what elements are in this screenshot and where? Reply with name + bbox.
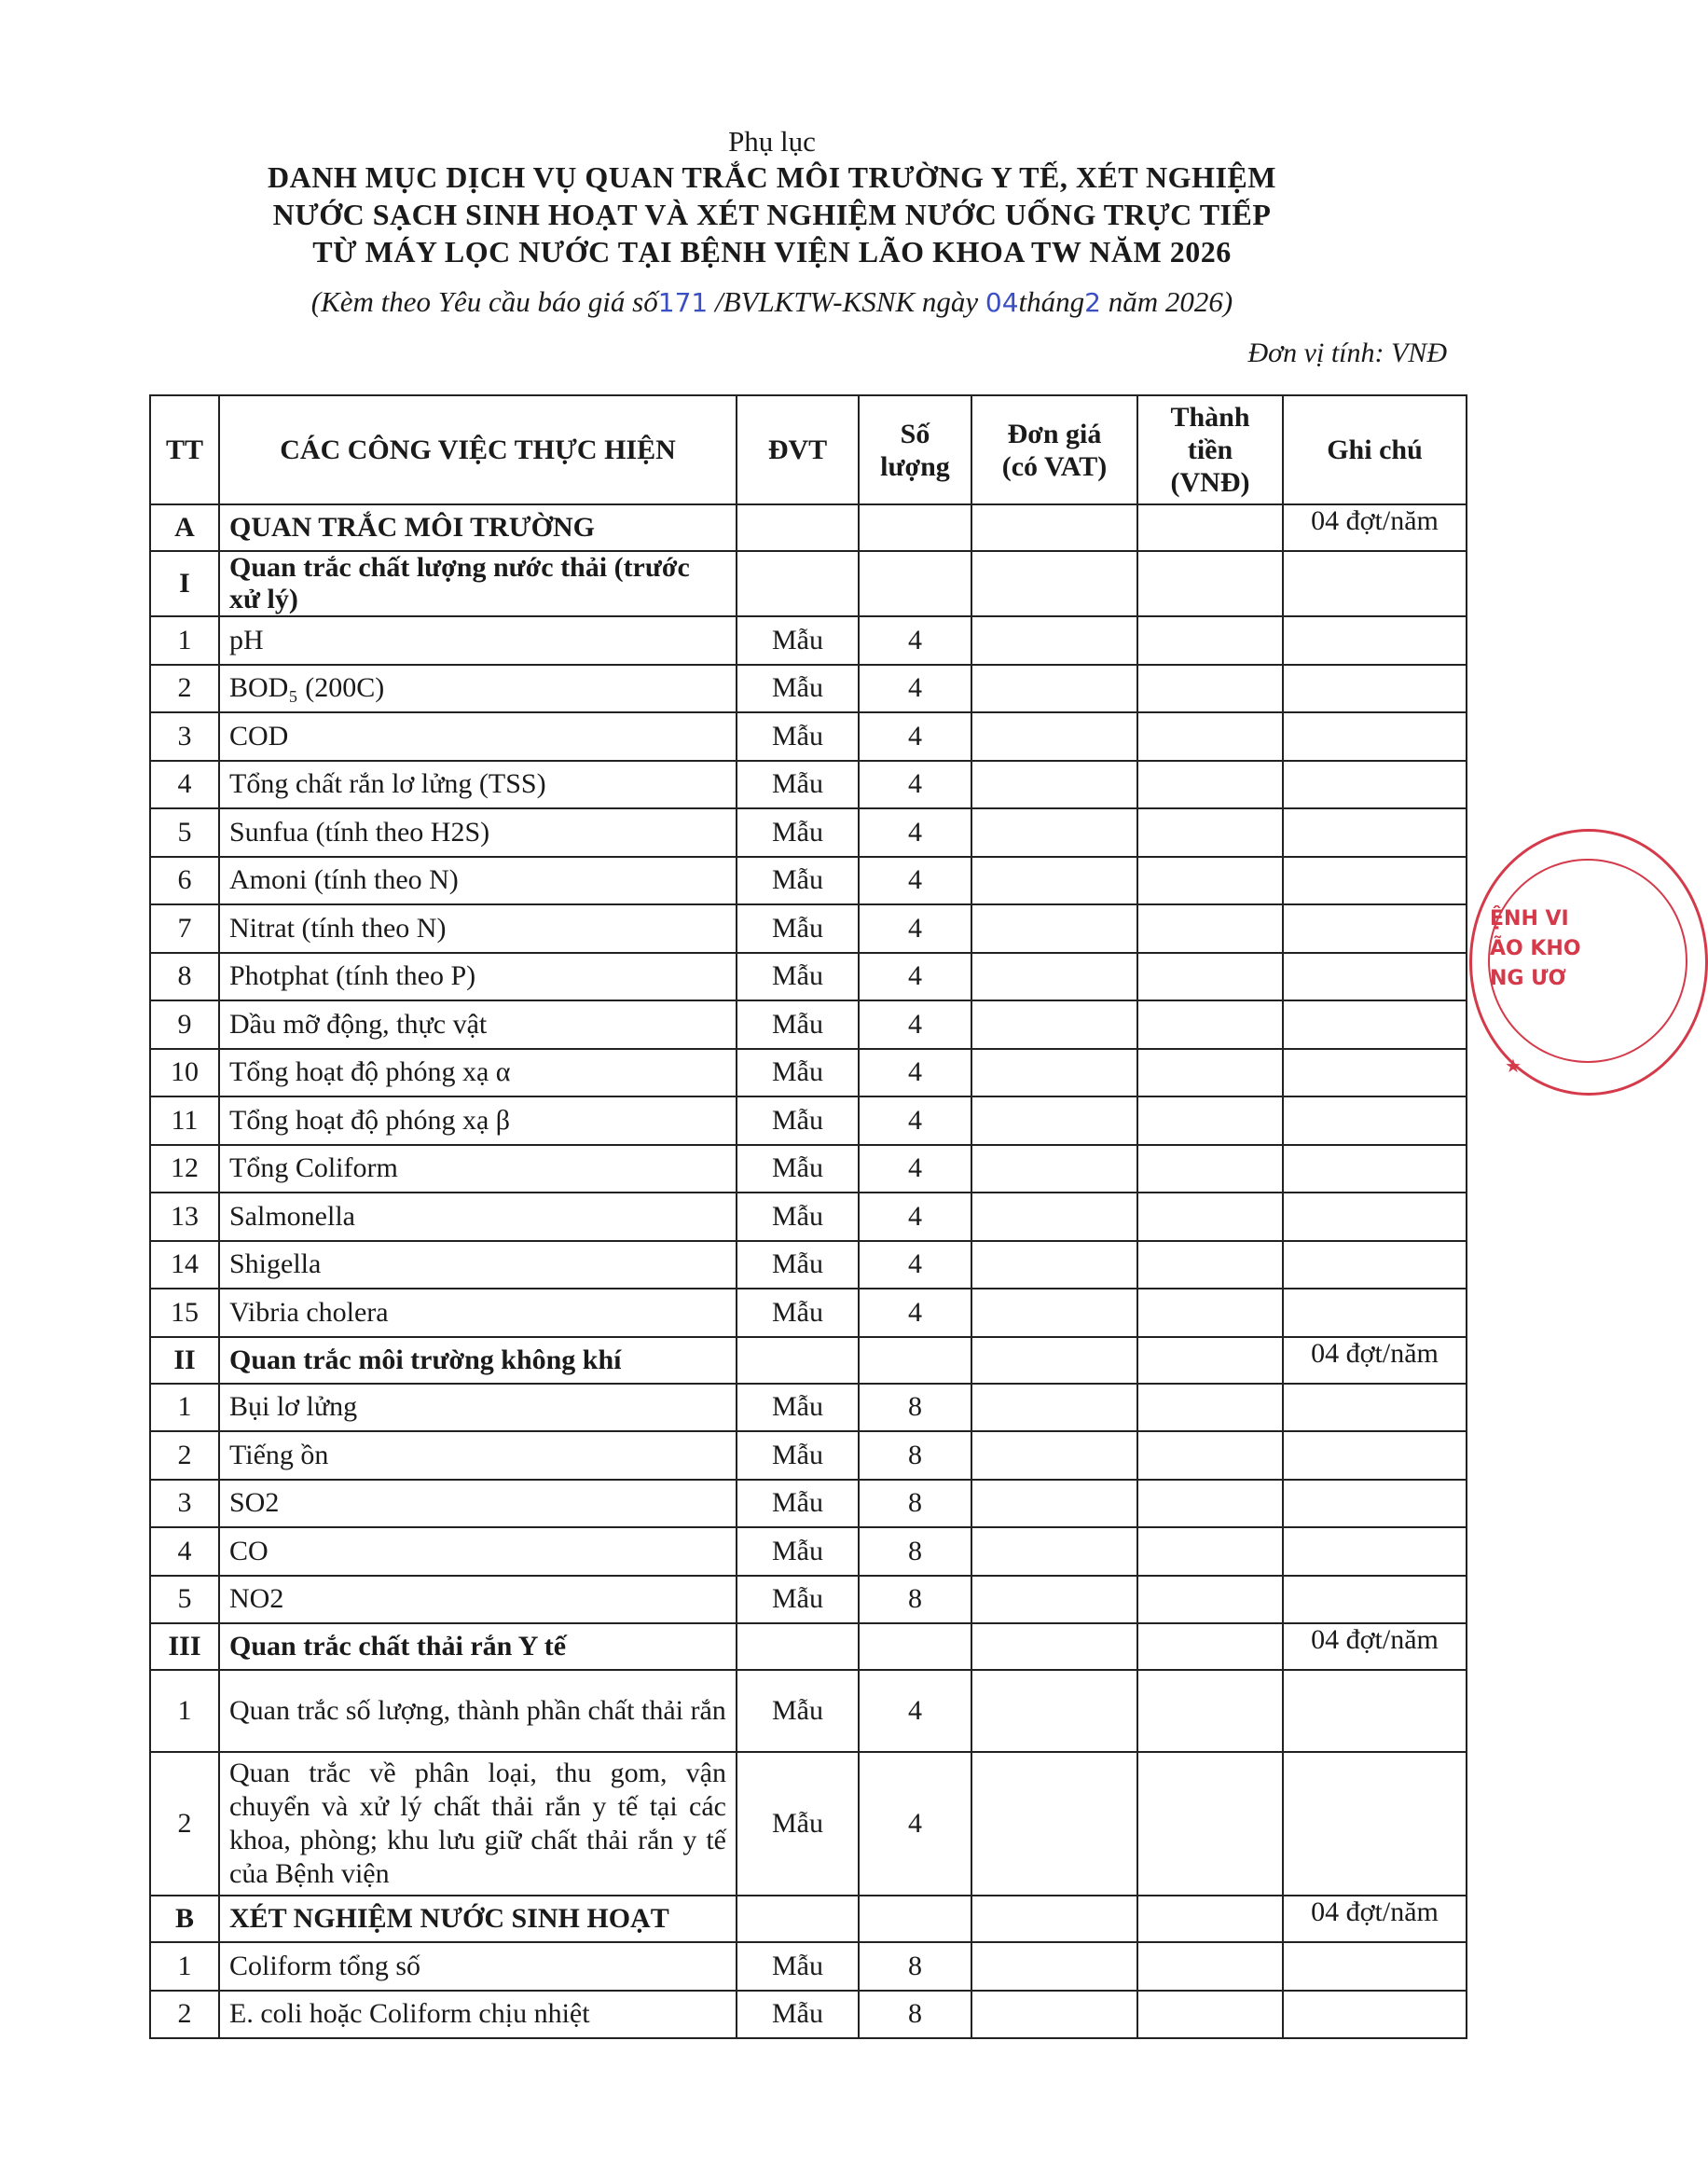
note-cell bbox=[1283, 808, 1467, 857]
header-note: Ghi chú bbox=[1283, 395, 1467, 504]
appendix-label: Phụ lục bbox=[728, 125, 816, 158]
title-line-2: NƯỚC SẠCH SINH HOẠT VÀ XÉT NGHIỆM NƯỚC UỐNG TRỰC TIẾP bbox=[272, 198, 1272, 231]
item-dvt: Mẫu bbox=[737, 1049, 859, 1097]
total-cell bbox=[1137, 1896, 1283, 1942]
item-qty: 4 bbox=[859, 1145, 971, 1193]
total-cell bbox=[1137, 616, 1283, 665]
note-cell bbox=[1283, 665, 1467, 713]
note-cell bbox=[1283, 857, 1467, 905]
table-row bbox=[150, 665, 1467, 713]
item-dvt: Mẫu bbox=[737, 616, 859, 665]
section-row bbox=[150, 504, 1467, 551]
unit-price-cell bbox=[971, 1193, 1137, 1241]
total-cell bbox=[1137, 1942, 1283, 1991]
dvt-cell bbox=[737, 504, 859, 551]
note-cell bbox=[1283, 953, 1467, 1001]
group-row bbox=[150, 1337, 1467, 1384]
table-row bbox=[150, 1431, 1467, 1480]
total-cell bbox=[1137, 808, 1283, 857]
item-dvt: Mẫu bbox=[737, 1384, 859, 1432]
table-header-row bbox=[150, 395, 1467, 504]
row-title: Quan trắc môi trường không khí bbox=[219, 1337, 737, 1384]
item-dvt: Mẫu bbox=[737, 1480, 859, 1528]
qty-cell bbox=[859, 1337, 971, 1384]
item-tt: 1 bbox=[150, 1670, 219, 1752]
note-cell bbox=[1283, 761, 1467, 809]
item-name: Quan trắc về phân loại, thu gom, vận chuyển và xử lý chất thải rắn y tế tại các khoa, phòng; khu lưu giữ chất thải rắn y tế của Bệnh viện bbox=[219, 1752, 737, 1896]
item-name: Bụi lơ lửng bbox=[219, 1384, 737, 1432]
title-line-3: TỪ MÁY LỌC NƯỚC TẠI BỆNH VIỆN LÃO KHOA TW NĂM 2026 bbox=[312, 235, 1232, 269]
item-dvt: Mẫu bbox=[737, 665, 859, 713]
item-name: E. coli hoặc Coliform chịu nhiệt bbox=[219, 1991, 737, 2039]
title-line-1: DANH MỤC DỊCH VỤ QUAN TRẮC MÔI TRƯỜNG Y TẾ, XÉT NGHIỆM bbox=[268, 160, 1276, 194]
note-cell bbox=[1283, 1991, 1467, 2039]
item-dvt: Mẫu bbox=[737, 1991, 859, 2039]
group-row bbox=[150, 551, 1467, 616]
table-row bbox=[150, 761, 1467, 809]
unit-price-cell bbox=[971, 1576, 1137, 1624]
table-row bbox=[150, 1991, 1467, 2039]
table-row bbox=[150, 712, 1467, 761]
unit-price-cell bbox=[971, 1049, 1137, 1097]
item-tt: 12 bbox=[150, 1145, 219, 1193]
item-dvt: Mẫu bbox=[737, 1000, 859, 1049]
item-name: Vibria cholera bbox=[219, 1289, 737, 1337]
item-qty: 8 bbox=[859, 1527, 971, 1576]
item-dvt: Mẫu bbox=[737, 1942, 859, 1991]
header-work: CÁC CÔNG VIỆC THỰC HIỆN bbox=[219, 395, 737, 504]
item-dvt: Mẫu bbox=[737, 761, 859, 809]
header-qty: Số lượng bbox=[859, 395, 971, 504]
total-cell bbox=[1137, 1337, 1283, 1384]
total-cell bbox=[1137, 1431, 1283, 1480]
total-cell bbox=[1137, 1384, 1283, 1432]
currency-unit: Đơn vị tính: VNĐ bbox=[1247, 338, 1447, 368]
item-name: Nitrat (tính theo N) bbox=[219, 904, 737, 953]
note-cell bbox=[1283, 1096, 1467, 1145]
note-cell bbox=[1283, 1942, 1467, 1991]
unit-price-cell bbox=[971, 1241, 1137, 1289]
total-cell bbox=[1137, 665, 1283, 713]
note-cell bbox=[1283, 1289, 1467, 1337]
item-tt: 10 bbox=[150, 1049, 219, 1097]
total-cell bbox=[1137, 1527, 1283, 1576]
item-qty: 4 bbox=[859, 665, 971, 713]
note-cell bbox=[1283, 1527, 1467, 1576]
item-name: Tổng chất rắn lơ lửng (TSS) bbox=[219, 761, 737, 809]
item-dvt: Mẫu bbox=[737, 1576, 859, 1624]
note-cell bbox=[1283, 1000, 1467, 1049]
total-cell bbox=[1137, 551, 1283, 616]
item-name: Tiếng ồn bbox=[219, 1431, 737, 1480]
item-qty: 4 bbox=[859, 1752, 971, 1896]
dvt-cell bbox=[737, 551, 859, 616]
row-tt: II bbox=[150, 1337, 219, 1384]
item-tt: 1 bbox=[150, 1384, 219, 1432]
item-dvt: Mẫu bbox=[737, 953, 859, 1001]
header-unit-price: Đơn giá (có VAT) bbox=[971, 395, 1137, 504]
unit-price-cell bbox=[971, 1337, 1137, 1384]
item-tt: 2 bbox=[150, 1752, 219, 1896]
unit-price-cell bbox=[971, 1289, 1137, 1337]
item-tt: 1 bbox=[150, 1942, 219, 1991]
item-dvt: Mẫu bbox=[737, 1096, 859, 1145]
item-qty: 4 bbox=[859, 857, 971, 905]
item-tt: 8 bbox=[150, 953, 219, 1001]
item-tt: 7 bbox=[150, 904, 219, 953]
unit-price-cell bbox=[971, 551, 1137, 616]
unit-price-cell bbox=[971, 504, 1137, 551]
item-name: Coliform tổng số bbox=[219, 1942, 737, 1991]
item-tt: 4 bbox=[150, 1527, 219, 1576]
table-row bbox=[150, 953, 1467, 1001]
item-dvt: Mẫu bbox=[737, 1431, 859, 1480]
unit-price-cell bbox=[971, 953, 1137, 1001]
item-tt: 1 bbox=[150, 616, 219, 665]
item-tt: 3 bbox=[150, 1480, 219, 1528]
table-row bbox=[150, 857, 1467, 905]
qty-cell bbox=[859, 1896, 971, 1942]
table-row bbox=[150, 1576, 1467, 1624]
header-tt: TT bbox=[150, 395, 219, 504]
header-total: Thành tiền (VNĐ) bbox=[1137, 395, 1283, 504]
table-body bbox=[150, 504, 1467, 2038]
table-row bbox=[150, 1752, 1467, 1896]
note-cell bbox=[1283, 1431, 1467, 1480]
item-qty: 8 bbox=[859, 1384, 971, 1432]
row-tt: B bbox=[150, 1896, 219, 1942]
attach-mid2: tháng bbox=[1018, 285, 1085, 318]
total-cell bbox=[1137, 712, 1283, 761]
total-cell bbox=[1137, 857, 1283, 905]
total-cell bbox=[1137, 1480, 1283, 1528]
table-row bbox=[150, 1049, 1467, 1097]
note-cell bbox=[1283, 1193, 1467, 1241]
table-row bbox=[150, 808, 1467, 857]
unit-price-cell bbox=[971, 1752, 1137, 1896]
unit-price-cell bbox=[971, 1000, 1137, 1049]
total-cell bbox=[1137, 1623, 1283, 1670]
item-dvt: Mẫu bbox=[737, 1752, 859, 1896]
note-cell bbox=[1283, 712, 1467, 761]
handwritten-number: 171 bbox=[657, 287, 709, 318]
table-row bbox=[150, 1145, 1467, 1193]
note-cell bbox=[1283, 1241, 1467, 1289]
item-name: Tổng hoạt độ phóng xạ β bbox=[219, 1096, 737, 1145]
item-name: Tổng Coliform bbox=[219, 1145, 737, 1193]
note-cell bbox=[1283, 1384, 1467, 1432]
item-qty: 4 bbox=[859, 953, 971, 1001]
item-name: NO2 bbox=[219, 1576, 737, 1624]
unit-price-cell bbox=[971, 1384, 1137, 1432]
unit-price-cell bbox=[971, 1991, 1137, 2039]
total-cell bbox=[1137, 1000, 1283, 1049]
attach-mid1: /BVLKTW-KSNK ngày bbox=[714, 285, 979, 318]
item-name: Photphat (tính theo P) bbox=[219, 953, 737, 1001]
item-qty: 8 bbox=[859, 1480, 971, 1528]
attachment-reference bbox=[0, 285, 1544, 319]
item-qty: 8 bbox=[859, 1431, 971, 1480]
dvt-cell bbox=[737, 1623, 859, 1670]
item-qty: 8 bbox=[859, 1991, 971, 2039]
service-table bbox=[149, 394, 1467, 2039]
item-name: Sunfua (tính theo H2S) bbox=[219, 808, 737, 857]
note-cell bbox=[1283, 1670, 1467, 1752]
section-row bbox=[150, 1896, 1467, 1942]
item-tt: 3 bbox=[150, 712, 219, 761]
item-name: Quan trắc số lượng, thành phần chất thải rắn bbox=[219, 1670, 737, 1752]
total-cell bbox=[1137, 1991, 1283, 2039]
table-row bbox=[150, 1942, 1467, 1991]
item-dvt: Mẫu bbox=[737, 1241, 859, 1289]
note-cell bbox=[1283, 904, 1467, 953]
item-tt: 4 bbox=[150, 761, 219, 809]
total-cell bbox=[1137, 1049, 1283, 1097]
row-title: Quan trắc chất thải rắn Y tế bbox=[219, 1623, 737, 1670]
total-cell bbox=[1137, 1576, 1283, 1624]
table-row bbox=[150, 1193, 1467, 1241]
table-row bbox=[150, 904, 1467, 953]
item-name: Dầu mỡ động, thực vật bbox=[219, 1000, 737, 1049]
item-dvt: Mẫu bbox=[737, 1145, 859, 1193]
item-name: pH bbox=[219, 616, 737, 665]
total-cell bbox=[1137, 1289, 1283, 1337]
note-cell: 04 đợt/năm bbox=[1283, 1337, 1467, 1384]
qty-cell bbox=[859, 551, 971, 616]
handwritten-month: 2 bbox=[1084, 287, 1101, 318]
table-row bbox=[150, 616, 1467, 665]
row-title: QUAN TRẮC MÔI TRƯỜNG bbox=[219, 504, 737, 551]
unit-price-cell bbox=[971, 665, 1137, 713]
item-qty: 4 bbox=[859, 904, 971, 953]
item-qty: 4 bbox=[859, 1000, 971, 1049]
qty-cell bbox=[859, 504, 971, 551]
item-dvt: Mẫu bbox=[737, 1527, 859, 1576]
item-name: Salmonella bbox=[219, 1193, 737, 1241]
item-dvt: Mẫu bbox=[737, 857, 859, 905]
note-cell: 04 đợt/năm bbox=[1283, 504, 1467, 551]
note-cell bbox=[1283, 1480, 1467, 1528]
table-row bbox=[150, 1384, 1467, 1432]
unit-price-cell bbox=[971, 616, 1137, 665]
item-qty: 4 bbox=[859, 1670, 971, 1752]
item-tt: 2 bbox=[150, 1991, 219, 2039]
item-name: COD bbox=[219, 712, 737, 761]
row-tt: III bbox=[150, 1623, 219, 1670]
unit-price-cell bbox=[971, 1623, 1137, 1670]
total-cell bbox=[1137, 1241, 1283, 1289]
total-cell bbox=[1137, 904, 1283, 953]
unit-price-cell bbox=[971, 1480, 1137, 1528]
item-tt: 2 bbox=[150, 665, 219, 713]
unit-price-cell bbox=[971, 808, 1137, 857]
item-name: BOD₅ (200C) bbox=[219, 665, 737, 713]
table-row bbox=[150, 1670, 1467, 1752]
header-dvt: ĐVT bbox=[737, 395, 859, 504]
row-tt: I bbox=[150, 551, 219, 616]
row-tt: A bbox=[150, 504, 219, 551]
item-qty: 4 bbox=[859, 1241, 971, 1289]
table-row bbox=[150, 1000, 1467, 1049]
item-tt: 13 bbox=[150, 1193, 219, 1241]
note-cell bbox=[1283, 1576, 1467, 1624]
note-cell bbox=[1283, 551, 1467, 616]
total-cell bbox=[1137, 1752, 1283, 1896]
unit-price-cell bbox=[971, 904, 1137, 953]
item-qty: 4 bbox=[859, 616, 971, 665]
item-dvt: Mẫu bbox=[737, 1193, 859, 1241]
unit-price-cell bbox=[971, 1670, 1137, 1752]
table-row bbox=[150, 1241, 1467, 1289]
item-dvt: Mẫu bbox=[737, 712, 859, 761]
total-cell bbox=[1137, 1145, 1283, 1193]
note-cell bbox=[1283, 1145, 1467, 1193]
note-cell: 04 đợt/năm bbox=[1283, 1896, 1467, 1942]
item-name: Shigella bbox=[219, 1241, 737, 1289]
item-tt: 5 bbox=[150, 1576, 219, 1624]
table-row bbox=[150, 1480, 1467, 1528]
unit-price-cell bbox=[971, 1942, 1137, 1991]
item-tt: 2 bbox=[150, 1431, 219, 1480]
item-dvt: Mẫu bbox=[737, 1289, 859, 1337]
item-dvt: Mẫu bbox=[737, 808, 859, 857]
total-cell bbox=[1137, 1670, 1283, 1752]
note-cell bbox=[1283, 1752, 1467, 1896]
total-cell bbox=[1137, 1096, 1283, 1145]
total-cell bbox=[1137, 1193, 1283, 1241]
item-qty: 8 bbox=[859, 1576, 971, 1624]
item-name: SO2 bbox=[219, 1480, 737, 1528]
item-qty: 4 bbox=[859, 808, 971, 857]
total-cell bbox=[1137, 504, 1283, 551]
row-title: Quan trắc chất lượng nước thải (trước xử lý) bbox=[219, 551, 737, 616]
handwritten-day: 04 bbox=[985, 287, 1019, 318]
item-name: Amoni (tính theo N) bbox=[219, 857, 737, 905]
item-qty: 4 bbox=[859, 712, 971, 761]
row-title: XÉT NGHIỆM NƯỚC SINH HOẠT bbox=[219, 1896, 737, 1942]
unit-price-cell bbox=[971, 712, 1137, 761]
qty-cell bbox=[859, 1623, 971, 1670]
item-dvt: Mẫu bbox=[737, 1670, 859, 1752]
dvt-cell bbox=[737, 1896, 859, 1942]
unit-price-cell bbox=[971, 1431, 1137, 1480]
item-qty: 4 bbox=[859, 1049, 971, 1097]
unit-price-cell bbox=[971, 1096, 1137, 1145]
table-row bbox=[150, 1289, 1467, 1337]
item-qty: 8 bbox=[859, 1942, 971, 1991]
item-tt: 6 bbox=[150, 857, 219, 905]
note-cell: 04 đợt/năm bbox=[1283, 1623, 1467, 1670]
total-cell bbox=[1137, 761, 1283, 809]
item-tt: 9 bbox=[150, 1000, 219, 1049]
note-cell bbox=[1283, 1049, 1467, 1097]
note-cell bbox=[1283, 616, 1467, 665]
item-name: Tổng hoạt độ phóng xạ α bbox=[219, 1049, 737, 1097]
item-tt: 11 bbox=[150, 1096, 219, 1145]
dvt-cell bbox=[737, 1337, 859, 1384]
item-qty: 4 bbox=[859, 761, 971, 809]
item-tt: 14 bbox=[150, 1241, 219, 1289]
item-qty: 4 bbox=[859, 1096, 971, 1145]
attach-suffix: năm 2026) bbox=[1108, 285, 1233, 318]
item-dvt: Mẫu bbox=[737, 904, 859, 953]
unit-price-cell bbox=[971, 1896, 1137, 1942]
item-name: CO bbox=[219, 1527, 737, 1576]
table-row bbox=[150, 1527, 1467, 1576]
red-seal-stamp: ỆNH VI ÃO KHO NG ƯƠ ★ bbox=[1464, 825, 1544, 1096]
unit-price-cell bbox=[971, 761, 1137, 809]
group-row bbox=[150, 1623, 1467, 1670]
total-cell bbox=[1137, 953, 1283, 1001]
item-qty: 4 bbox=[859, 1193, 971, 1241]
item-tt: 5 bbox=[150, 808, 219, 857]
unit-price-cell bbox=[971, 857, 1137, 905]
unit-price-cell bbox=[971, 1145, 1137, 1193]
table-row bbox=[150, 1096, 1467, 1145]
item-tt: 15 bbox=[150, 1289, 219, 1337]
attach-prefix: (Kèm theo Yêu cầu báo giá số bbox=[310, 285, 658, 318]
item-qty: 4 bbox=[859, 1289, 971, 1337]
unit-price-cell bbox=[971, 1527, 1137, 1576]
